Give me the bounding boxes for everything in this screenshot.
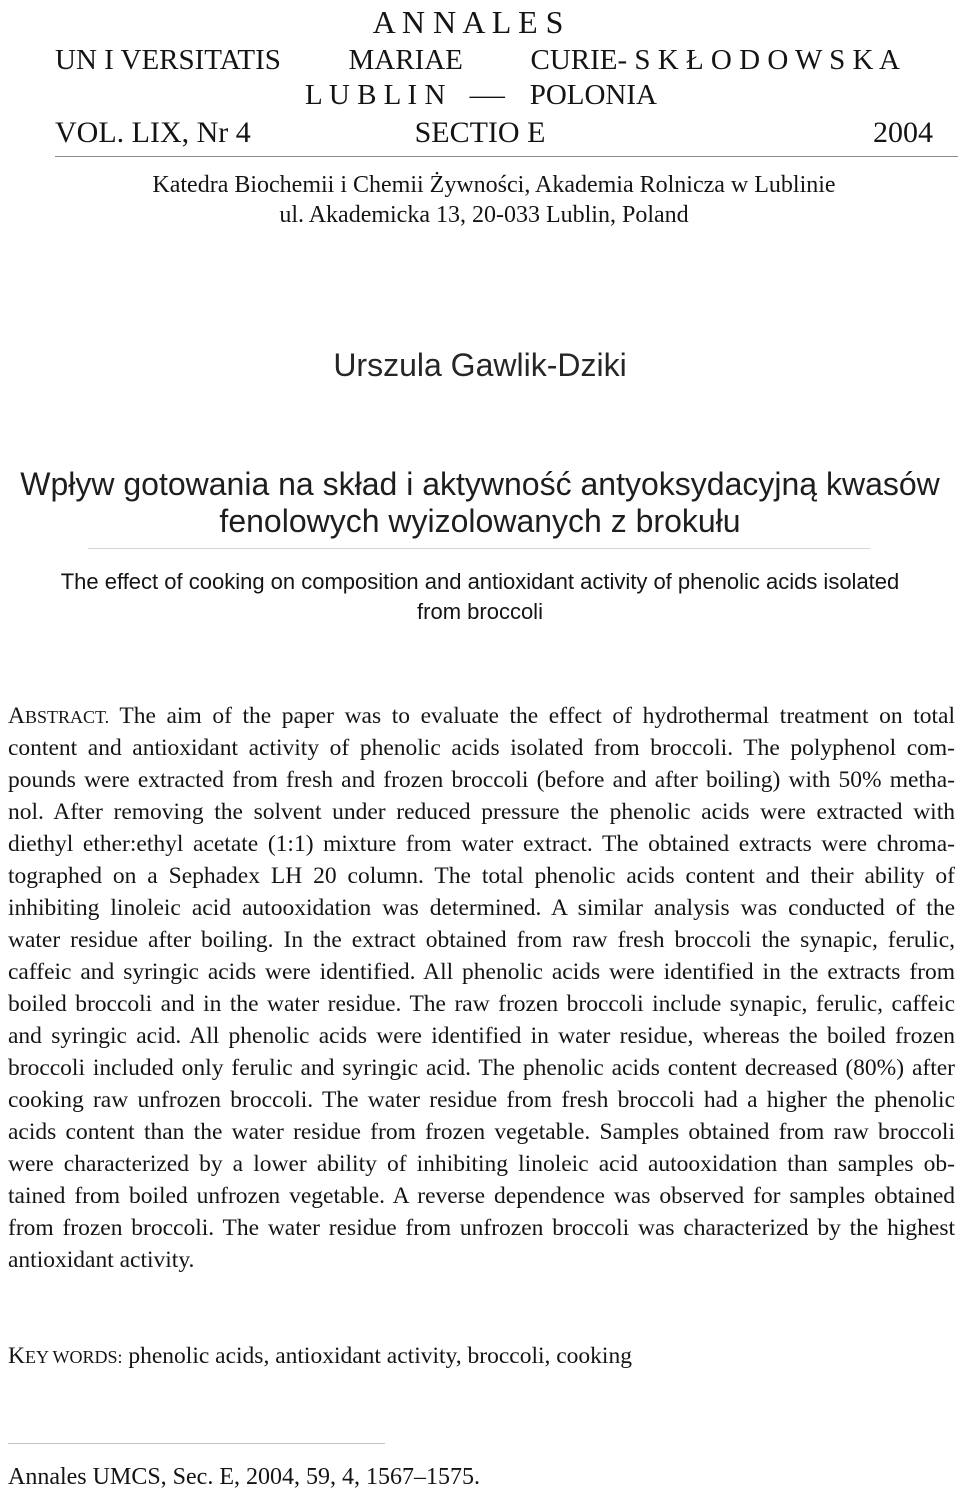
keywords-label: KEY WORDS: <box>8 1343 123 1369</box>
abstract-line: were characterized by a lower ability of inhibiting linoleic acid autooxidation than samples ob- <box>8 1151 955 1177</box>
abstract-line: water residue after boiling. In the extract obtained from raw fresh broccoli the synapic, ferulic, <box>8 927 955 953</box>
affiliation-address: ul. Akademicka 13, 20-033 Lublin, Poland <box>279 202 689 228</box>
title-polish <box>0 466 960 540</box>
abstract-line: diethyl ether:ethyl acetate (1:1) mixture from water extract. The obtained extracts were chroma- <box>8 831 955 857</box>
abstract-line: nol. After removing the solvent under reduced pressure the phenolic acids were extracted with <box>8 799 955 825</box>
abstract-label: ABSTRACT. <box>8 703 110 729</box>
abstract-line: acids content than the water residue from frozen vegetable. Samples obtained from raw broccoli <box>8 1119 955 1145</box>
abstract-line: antioxidant activity. <box>8 1247 195 1273</box>
journal-country: POLONIA <box>529 79 657 111</box>
abstract-line: boiled broccoli and in the water residue. The raw frozen broccoli include synapic, ferulic, caffeic <box>8 991 955 1017</box>
journal-university-part: UN I VERSITATIS <box>55 44 281 76</box>
abstract-line: inhibiting linoleic acid autooxidation was determined. A similar analysis was conducted of the <box>8 895 955 921</box>
citation-footnote: Annales UMCS, Sec. E, 2004, 59, 4, 1567–1575. <box>8 1464 480 1490</box>
journal-section: SECTIO E <box>414 116 546 149</box>
title-english-line: The effect of cooking on composition and antioxidant activity of phenolic acids isolated <box>60 569 900 594</box>
footnote-rule <box>8 1443 385 1444</box>
abstract-text: The aim of the paper was to evaluate the effect of hydrothermal treatment on total <box>119 703 955 729</box>
author-name: Urszula Gawlik-Dziki <box>333 347 627 383</box>
journal-city: L U B L I N <box>305 79 446 111</box>
journal-university-part: MARIAE <box>348 44 463 76</box>
abstract-line: broccoli included only ferulic and syringic acid. The phenolic acids content decreased (80%) after <box>8 1055 955 1081</box>
abstract-line: and syringic acid. All phenolic acids were identified in water residue, whereas the boiled frozen <box>8 1023 955 1049</box>
abstract-line: pounds were extracted from fresh and frozen broccoli (before and after boiling) with 50% metha- <box>8 767 955 793</box>
journal-university-part: CURIE- S K Ł O D O W S K A <box>530 44 900 76</box>
abstract <box>8 700 955 1276</box>
abstract-line: content and antioxidant activity of phenolic acids isolated from broccoli. The polyphenol com- <box>8 735 955 761</box>
journal-city-line <box>305 79 657 111</box>
title-polish-line: fenolowych wyizolowanych z brokułu <box>219 503 741 539</box>
affiliation-line: Katedra Biochemii i Chemii Żywności, Akademia Rolnicza w Lublinie <box>152 172 836 198</box>
abstract-line <box>8 700 955 732</box>
abstract-line: tained from boiled unfrozen vegetable. A reverse dependence was observed for samples obtained <box>8 1183 955 1209</box>
header-rule <box>55 156 958 157</box>
title-rule <box>88 548 870 549</box>
abstract-line: cooking raw unfrozen broccoli. The water residue from fresh broccoli had a higher the phenolic <box>8 1087 955 1113</box>
abstract-line: tographed on a Sephadex LH 20 column. The total phenolic acids content and their ability of <box>8 863 955 889</box>
journal-city-dash: – <box>470 79 505 111</box>
title-polish-line: Wpływ gotowania na skład i aktywność antyoksydacyjną kwasów <box>20 466 940 502</box>
journal-series-title: A N N A L E S <box>372 4 564 40</box>
title-english-line: from broccoli <box>417 599 543 624</box>
title-english <box>0 567 960 627</box>
abstract-line: from frozen broccoli. The water residue from unfrozen broccoli was characterized by the highest <box>8 1215 955 1241</box>
keywords <box>8 1340 632 1373</box>
abstract-line: caffeic and syringic acids were identified. All phenolic acids were identified in the extracts from <box>8 959 955 985</box>
journal-volume: VOL. LIX, Nr 4 <box>55 116 251 149</box>
journal-university-line <box>55 44 900 76</box>
keywords-text: phenolic acids, antioxidant activity, broccoli, cooking <box>128 1343 632 1369</box>
journal-year: 2004 <box>873 116 933 149</box>
